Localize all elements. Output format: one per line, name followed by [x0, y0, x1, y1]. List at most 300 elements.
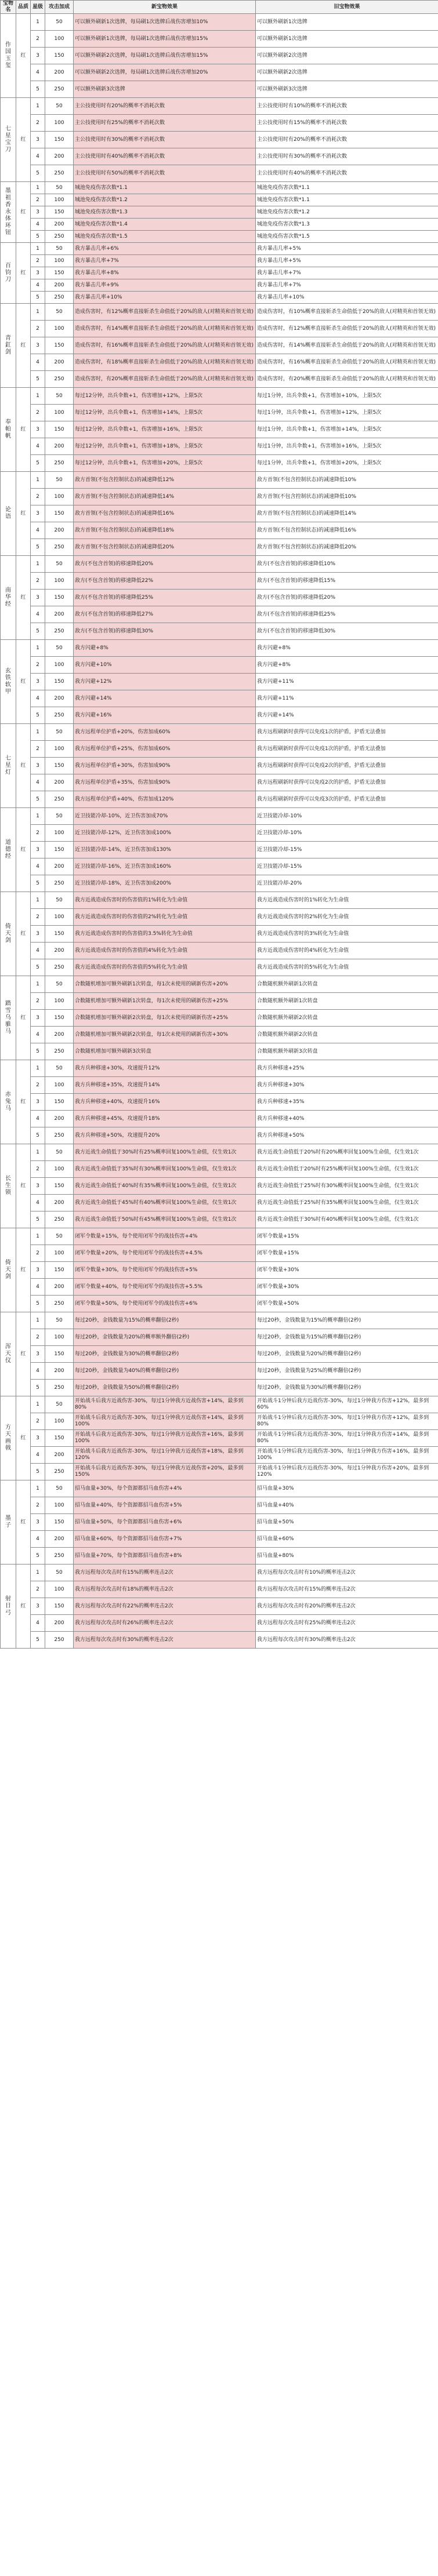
star-level: 3 [31, 48, 45, 64]
old-effect: 造成伤害时，有20%概率直接斩杀生命值低于20%的敌人(对精英和首领无效) [256, 371, 438, 388]
old-effect: 主公技使用时有30%的概率不消耗次数 [256, 148, 438, 165]
attack-bonus: 200 [45, 279, 74, 292]
old-effect: 我方近战生命值低于25%时有35%概率回复100%生命值，仅生效1次 [256, 1195, 438, 1211]
table-row [1, 304, 438, 321]
table-row [1, 825, 438, 842]
table-row [1, 1548, 438, 1564]
new-effect: 近卫技能冷却-18%，近卫伤害加成200% [74, 875, 256, 892]
table-row [1, 165, 438, 182]
star-level: 2 [31, 1581, 45, 1598]
new-effect: 我方暴击几率+7% [74, 255, 256, 267]
old-effect: 每过20秒，金钱数量为15%的概率翻倍(2秒) [256, 1312, 438, 1329]
table-row [1, 926, 438, 943]
old-effect: 我方近战生命值低于30%时有40%概率回复100%生命值，仅生效1次 [256, 1211, 438, 1228]
table-row [1, 292, 438, 304]
old-effect: 可以额外刷新1次选牌 [256, 31, 438, 48]
star-level: 4 [31, 1447, 45, 1464]
old-effect: 每过20秒，金钱数量为20%的概率翻倍(2秒) [256, 1346, 438, 1363]
star-level: 5 [31, 1380, 45, 1396]
treasure-name: 论语 [1, 472, 16, 556]
header-new-effect: 新宝物效果 [74, 1, 256, 14]
new-effect: 开始战斗后我方近战伤害-30%，每过1分钟我方近战伤害+14%，最多到100% [74, 1413, 256, 1430]
attack-bonus: 150 [45, 758, 74, 774]
attack-bonus: 250 [45, 1043, 74, 1060]
star-level: 3 [31, 267, 45, 279]
table-row [1, 148, 438, 165]
attack-bonus: 50 [45, 1396, 74, 1413]
new-effect: 我方远程每次攻击时有22%的概率连击2次 [74, 1598, 256, 1615]
star-level: 3 [31, 337, 45, 354]
attack-bonus: 150 [45, 1010, 74, 1027]
star-level: 3 [31, 842, 45, 858]
attack-bonus: 200 [45, 1195, 74, 1211]
old-effect: 可以额外刷新2次选牌 [256, 64, 438, 81]
new-effect: 近卫技能冷却-14%，近卫伤害加成130% [74, 842, 256, 858]
attack-bonus: 200 [45, 64, 74, 81]
old-effect: 主公技使用时有10%的概率不消耗次数 [256, 98, 438, 115]
old-effect: 我方远程每次攻击时有30%的概率连击2次 [256, 1632, 438, 1649]
attack-bonus: 250 [45, 81, 74, 98]
new-effect: 我方远程每次攻击时有26%的概率连击2次 [74, 1615, 256, 1632]
table-row [1, 489, 438, 505]
star-level: 3 [31, 206, 45, 219]
star-level: 2 [31, 115, 45, 132]
new-effect: 造成伤害时，有14%概率直接斩杀生命值低于20%的敌人(对精英和首领无效) [74, 321, 256, 337]
old-effect: 我方兵种移速+35% [256, 1094, 438, 1111]
attack-bonus: 200 [45, 606, 74, 623]
attack-bonus: 250 [45, 623, 74, 640]
new-effect: 城池免疫伤害次数*1.5 [74, 231, 256, 243]
new-effect: 每过20秒，金钱数量为50%的概率翻倍(2秒) [74, 1380, 256, 1396]
old-effect: 主公技使用时有40%的概率不消耗次数 [256, 165, 438, 182]
old-effect: 合数随机额外刷新2次转盘 [256, 1010, 438, 1027]
attack-bonus: 150 [45, 337, 74, 354]
star-level: 2 [31, 1497, 45, 1514]
old-effect: 我方远程刷新时获得可以免疫3次的护盾，护盾无法叠加 [256, 791, 438, 808]
treasure-name: 方天画戟 [1, 1396, 16, 1480]
attack-bonus: 50 [45, 976, 74, 993]
new-effect: 敌方(不包含首领)的移速降低22% [74, 573, 256, 590]
quality: 红 [16, 304, 31, 388]
old-effect: 我方近战造成伤害时的4%转化为生命值 [256, 943, 438, 959]
table-row [1, 1447, 438, 1464]
new-effect: 我方近战生命值低于40%时有35%概率回复100%生命值，仅生效1次 [74, 1178, 256, 1195]
attack-bonus: 200 [45, 1531, 74, 1548]
attack-bonus: 100 [45, 1077, 74, 1094]
old-effect: 敌方(不包含首领)的移速降低20% [256, 590, 438, 606]
old-effect: 我方近战生命值低于20%时有20%概率回复100%生命值，仅生效1次 [256, 1144, 438, 1161]
new-effect: 我方近战生命值低于35%时有30%概率回复100%生命值，仅生效1次 [74, 1161, 256, 1178]
attack-bonus: 200 [45, 219, 74, 231]
table-row [1, 623, 438, 640]
new-effect: 城池免疫伤害次数*1.3 [74, 206, 256, 219]
star-level: 5 [31, 1127, 45, 1144]
table-row [1, 405, 438, 421]
new-effect: 开始战斗后我方近战伤害-30%，每过1分钟我方近战伤害+16%，最多到100% [74, 1430, 256, 1447]
table-row [1, 1464, 438, 1480]
old-effect: 合数随机额外刷新2次转盘 [256, 1027, 438, 1043]
old-effect: 我方暴击几率+5% [256, 255, 438, 267]
star-level: 3 [31, 1010, 45, 1027]
old-effect: 可以额外刷新1次选牌 [256, 14, 438, 31]
new-effect: 招马血量+60%，每个资源都招马血伤害+7% [74, 1531, 256, 1548]
quality: 红 [16, 1480, 31, 1564]
table-row [1, 81, 438, 98]
treasure-name: 墨祖香永体环钮 [1, 182, 16, 243]
attack-bonus: 150 [45, 1598, 74, 1615]
attack-bonus: 200 [45, 438, 74, 455]
attack-bonus: 250 [45, 455, 74, 472]
star-level: 1 [31, 182, 45, 194]
new-effect: 我方远程单位护盾+20%，伤害加成60% [74, 724, 256, 741]
old-effect: 我方近战造成伤害时的1%转化为生命值 [256, 892, 438, 909]
attack-bonus: 250 [45, 1127, 74, 1144]
star-level: 1 [31, 98, 45, 115]
old-effect: 我方近战造成伤害时的3%转化为生命值 [256, 926, 438, 943]
star-level: 3 [31, 421, 45, 438]
table-row [1, 741, 438, 758]
table-row [1, 182, 438, 194]
quality: 红 [16, 640, 31, 724]
attack-bonus: 250 [45, 292, 74, 304]
new-effect: 我方闪避+16% [74, 707, 256, 724]
star-level: 1 [31, 724, 45, 741]
table-row [1, 472, 438, 489]
attack-bonus: 100 [45, 909, 74, 926]
star-level: 3 [31, 590, 45, 606]
old-effect: 每过1分钟，出兵伞数+1，伤害增加+20%，上限5次 [256, 455, 438, 472]
new-effect: 近卫技能冷却-12%，近卫伤害加成100% [74, 825, 256, 842]
old-effect: 闭军令数量+30% [256, 1279, 438, 1296]
new-effect: 敌方首领(不包含控制状态)的减速降低16% [74, 505, 256, 522]
attack-bonus: 250 [45, 707, 74, 724]
old-effect: 每过1分钟，出兵伞数+1，伤害增加+14%，上限5次 [256, 421, 438, 438]
new-effect: 城池免疫伤害次数*1.1 [74, 182, 256, 194]
star-level: 1 [31, 1228, 45, 1245]
old-effect: 可以额外刷新2次选牌 [256, 48, 438, 64]
table-row [1, 48, 438, 64]
new-effect: 每过20秒，金钱数量为15%的概率翻倍(2秒) [74, 1312, 256, 1329]
new-effect: 我方兵种移速+40%，攻速提升16% [74, 1094, 256, 1111]
old-effect: 招马血量+40% [256, 1497, 438, 1514]
table-row [1, 1010, 438, 1027]
table-row [1, 556, 438, 573]
star-level: 4 [31, 1531, 45, 1548]
quality: 红 [16, 1228, 31, 1312]
attack-bonus: 200 [45, 354, 74, 371]
table-row [1, 1346, 438, 1363]
star-level: 3 [31, 1178, 45, 1195]
table-header-row [1, 1, 438, 14]
table-row [1, 354, 438, 371]
star-level: 2 [31, 321, 45, 337]
attack-bonus: 100 [45, 1413, 74, 1430]
star-level: 2 [31, 741, 45, 758]
attack-bonus: 250 [45, 791, 74, 808]
new-effect: 招马血量+30%，每个资源都招马血伤害+4% [74, 1480, 256, 1497]
old-effect: 我方近战造成伤害时的2%转化为生命值 [256, 909, 438, 926]
old-effect: 造成伤害时，有12%概率直接斩杀生命值低于20%的敌人(对精英和首领无效) [256, 321, 438, 337]
new-effect: 我方暴击几率+8% [74, 267, 256, 279]
star-level: 5 [31, 623, 45, 640]
star-level: 4 [31, 64, 45, 81]
star-level: 3 [31, 1514, 45, 1531]
old-effect: 开始战斗1分钟后我方近战伤害-30%，每过1分钟我方伤害+14%，最多到80% [256, 1430, 438, 1447]
star-level: 5 [31, 1464, 45, 1480]
header-treasure-name: 宝物名 [1, 1, 16, 14]
old-effect: 我方远程刷新时获得可以免疫1次的护盾，护盾无法叠加 [256, 741, 438, 758]
star-level: 5 [31, 371, 45, 388]
quality: 红 [16, 243, 31, 304]
star-level: 2 [31, 1077, 45, 1094]
old-effect: 合数随机额外刷新1次转盘 [256, 976, 438, 993]
table-row [1, 1329, 438, 1346]
star-level: 2 [31, 1329, 45, 1346]
star-level: 2 [31, 993, 45, 1010]
table-row [1, 943, 438, 959]
new-effect: 我方近战造成伤害时的伤害值的4%转化为生命值 [74, 943, 256, 959]
attack-bonus: 150 [45, 1430, 74, 1447]
old-effect: 敌方首领(不包含控制状态)的减速降低20% [256, 539, 438, 556]
new-effect: 我方远程每次攻击时有18%的概率连击2次 [74, 1581, 256, 1598]
new-effect: 合数随机增加可额外刷新1次转盘，每1次未使用的刷新伤害+25% [74, 993, 256, 1010]
star-level: 5 [31, 1296, 45, 1312]
new-effect: 开始战斗后我方近战伤害-30%，每过1分钟我方近战伤害+14%，最多到80% [74, 1396, 256, 1413]
attack-bonus: 100 [45, 741, 74, 758]
table-row [1, 1127, 438, 1144]
new-effect: 我方远程每次攻击时有30%的概率连击2次 [74, 1632, 256, 1649]
treasure-name: 百钧刀 [1, 243, 16, 304]
star-level: 2 [31, 1161, 45, 1178]
attack-bonus: 100 [45, 1245, 74, 1262]
star-level: 3 [31, 1262, 45, 1279]
table-row [1, 1514, 438, 1531]
star-level: 1 [31, 556, 45, 573]
attack-bonus: 200 [45, 148, 74, 165]
old-effect: 开始战斗1分钟后我方近战伤害-30%，每过1分钟我方伤害+16%，最多到100% [256, 1447, 438, 1464]
table-row [1, 1564, 438, 1581]
star-level: 4 [31, 279, 45, 292]
old-effect: 合数随机额外刷新3次转盘 [256, 1043, 438, 1060]
star-level: 4 [31, 690, 45, 707]
new-effect: 敌方首领(不包含控制状态)的减速降低20% [74, 539, 256, 556]
table-body [1, 14, 438, 1649]
table-row [1, 1312, 438, 1329]
table-row [1, 875, 438, 892]
table-row [1, 132, 438, 148]
star-level: 5 [31, 455, 45, 472]
old-effect: 合数随机额外刷新1次转盘 [256, 993, 438, 1010]
star-level: 4 [31, 1027, 45, 1043]
attack-bonus: 100 [45, 1329, 74, 1346]
old-effect: 城池免疫伤害次数*1.5 [256, 231, 438, 243]
attack-bonus: 150 [45, 267, 74, 279]
star-level: 4 [31, 1195, 45, 1211]
table-row [1, 657, 438, 674]
treasure-name: 倚天剑 [1, 892, 16, 976]
new-effect: 造成伤害时，有12%概率直接斩杀生命值低于20%的敌人(对精英和首领无效) [74, 304, 256, 321]
star-level: 4 [31, 1279, 45, 1296]
star-level: 3 [31, 505, 45, 522]
star-level: 4 [31, 522, 45, 539]
table-row [1, 1144, 438, 1161]
table-row [1, 98, 438, 115]
attack-bonus: 50 [45, 243, 74, 255]
old-effect: 开始战斗1分钟后我方近战伤害-30%，每过1分钟我方伤害+12%，最多到80% [256, 1413, 438, 1430]
attack-bonus: 250 [45, 875, 74, 892]
star-level: 3 [31, 926, 45, 943]
attack-bonus: 200 [45, 1447, 74, 1464]
attack-bonus: 200 [45, 774, 74, 791]
old-effect: 我方闪避+14% [256, 707, 438, 724]
table-row [1, 774, 438, 791]
old-effect: 闭军令数量+15% [256, 1245, 438, 1262]
new-effect: 合数随机增加可额外刷新3次转盘 [74, 1043, 256, 1060]
old-effect: 每过20秒，金钱数量为25%的概率翻倍(2秒) [256, 1363, 438, 1380]
treasure-name: 射日弓 [1, 1564, 16, 1649]
attack-bonus: 100 [45, 31, 74, 48]
old-effect: 我方闪避+11% [256, 674, 438, 690]
attack-bonus: 100 [45, 405, 74, 421]
treasure-name: 赤兔马 [1, 1060, 16, 1144]
table-row [1, 505, 438, 522]
attack-bonus: 50 [45, 724, 74, 741]
table-row [1, 690, 438, 707]
attack-bonus: 50 [45, 808, 74, 825]
quality: 红 [16, 556, 31, 640]
attack-bonus: 150 [45, 1514, 74, 1531]
attack-bonus: 100 [45, 573, 74, 590]
new-effect: 每过20秒，金钱数量为30%的概率翻倍(2秒) [74, 1346, 256, 1363]
table-row [1, 590, 438, 606]
old-effect: 近卫技能冷却-15% [256, 842, 438, 858]
table-row [1, 791, 438, 808]
new-effect: 可以额外刷新1次选牌，每局刷1次选牌后战伤害增加15% [74, 31, 256, 48]
new-effect: 每过12分钟，出兵伞数+1，伤害增加+16%，上限5次 [74, 421, 256, 438]
quality: 红 [16, 1060, 31, 1144]
star-level: 1 [31, 1564, 45, 1581]
attack-bonus: 200 [45, 943, 74, 959]
star-level: 2 [31, 909, 45, 926]
table-row [1, 892, 438, 909]
attack-bonus: 150 [45, 206, 74, 219]
header-star-level: 星级 [31, 1, 45, 14]
star-level: 2 [31, 31, 45, 48]
old-effect: 开始战斗1分钟后我方近战伤害-30%，每过1分钟我方伤害+20%，最多到120% [256, 1464, 438, 1480]
table-row [1, 1615, 438, 1632]
new-effect: 我方近战造成伤害时的伤害值的5%转化为生命值 [74, 959, 256, 976]
table-row [1, 1363, 438, 1380]
table-row [1, 1094, 438, 1111]
new-effect: 敌方首领(不包含控制状态)的减速降低12% [74, 472, 256, 489]
new-effect: 合数随机增加可额外刷新2次转盘，每1次未使用的刷新伤害+30% [74, 1027, 256, 1043]
star-level: 1 [31, 892, 45, 909]
table-row [1, 255, 438, 267]
new-effect: 主公技使用时有30%的概率不消耗次数 [74, 132, 256, 148]
attack-bonus: 150 [45, 590, 74, 606]
treasure-name: 长生锁 [1, 1144, 16, 1228]
star-level: 2 [31, 489, 45, 505]
attack-bonus: 200 [45, 1279, 74, 1296]
old-effect: 我方暴击几率+7% [256, 267, 438, 279]
old-effect: 主公技使用时有20%的概率不消耗次数 [256, 132, 438, 148]
attack-bonus: 150 [45, 842, 74, 858]
star-level: 3 [31, 132, 45, 148]
table-row [1, 231, 438, 243]
attack-bonus: 250 [45, 1211, 74, 1228]
attack-bonus: 100 [45, 657, 74, 674]
star-level: 2 [31, 573, 45, 590]
star-level: 1 [31, 243, 45, 255]
new-effect: 主公技使用时有25%的概率不消耗次数 [74, 115, 256, 132]
new-effect: 近卫技能冷却-10%，近卫伤害加成70% [74, 808, 256, 825]
star-level: 2 [31, 1245, 45, 1262]
table-row [1, 219, 438, 231]
treasure-name: 浑天仪 [1, 1312, 16, 1396]
attack-bonus: 200 [45, 1111, 74, 1127]
table-row [1, 1178, 438, 1195]
table-row [1, 1060, 438, 1077]
attack-bonus: 150 [45, 421, 74, 438]
star-level: 5 [31, 959, 45, 976]
attack-bonus: 100 [45, 825, 74, 842]
treasure-name: 南华经 [1, 556, 16, 640]
new-effect: 我方近战造成伤害时的伤害值的3.5%转化为生命值 [74, 926, 256, 943]
new-effect: 我方闪避+12% [74, 674, 256, 690]
new-effect: 我方近战造成伤害时的伤害值的1%转化为生命值 [74, 892, 256, 909]
attack-bonus: 200 [45, 1615, 74, 1632]
table-row [1, 1497, 438, 1514]
table-row [1, 64, 438, 81]
attack-bonus: 250 [45, 1548, 74, 1564]
new-effect: 敌方(不包含首领)的移速降低25% [74, 590, 256, 606]
new-effect: 闭军令数量+50%，每个使用闭军令的战技伤害+6% [74, 1296, 256, 1312]
attack-bonus: 100 [45, 194, 74, 206]
table-row [1, 279, 438, 292]
star-level: 4 [31, 858, 45, 875]
new-effect: 城池免疫伤害次数*1.4 [74, 219, 256, 231]
old-effect: 我方兵种移速+30% [256, 1077, 438, 1094]
quality: 红 [16, 724, 31, 808]
star-level: 1 [31, 14, 45, 31]
old-effect: 我方闪避+11% [256, 690, 438, 707]
new-effect: 开始战斗后我方近战伤害-30%，每过1分钟我方近战伤害+18%，最多到120% [74, 1447, 256, 1464]
table-row [1, 1480, 438, 1497]
table-row [1, 206, 438, 219]
new-effect: 我方闪避+8% [74, 640, 256, 657]
old-effect: 我方近战生命值低于20%时有25%概率回复100%生命值，仅生效1次 [256, 1161, 438, 1178]
new-effect: 我方暴击几率+10% [74, 292, 256, 304]
star-level: 3 [31, 1346, 45, 1363]
star-level: 1 [31, 388, 45, 405]
attack-bonus: 50 [45, 1480, 74, 1497]
quality: 红 [16, 472, 31, 556]
old-effect: 招马血量+50% [256, 1514, 438, 1531]
attack-bonus: 100 [45, 1161, 74, 1178]
table-row [1, 267, 438, 279]
star-level: 5 [31, 875, 45, 892]
old-effect: 我方远程每次攻击时有10%的概率连击2次 [256, 1564, 438, 1581]
table-row [1, 674, 438, 690]
new-effect: 主公技使用时有50%的概率不消耗次数 [74, 165, 256, 182]
table-row [1, 707, 438, 724]
star-level: 5 [31, 707, 45, 724]
new-effect: 合数随机增加可额外刷新2次转盘，每1次未使用的刷新伤害+25% [74, 1010, 256, 1027]
star-level: 1 [31, 1060, 45, 1077]
star-level: 1 [31, 472, 45, 489]
old-effect: 敌方首领(不包含控制状态)的减速降低10% [256, 472, 438, 489]
star-level: 3 [31, 758, 45, 774]
